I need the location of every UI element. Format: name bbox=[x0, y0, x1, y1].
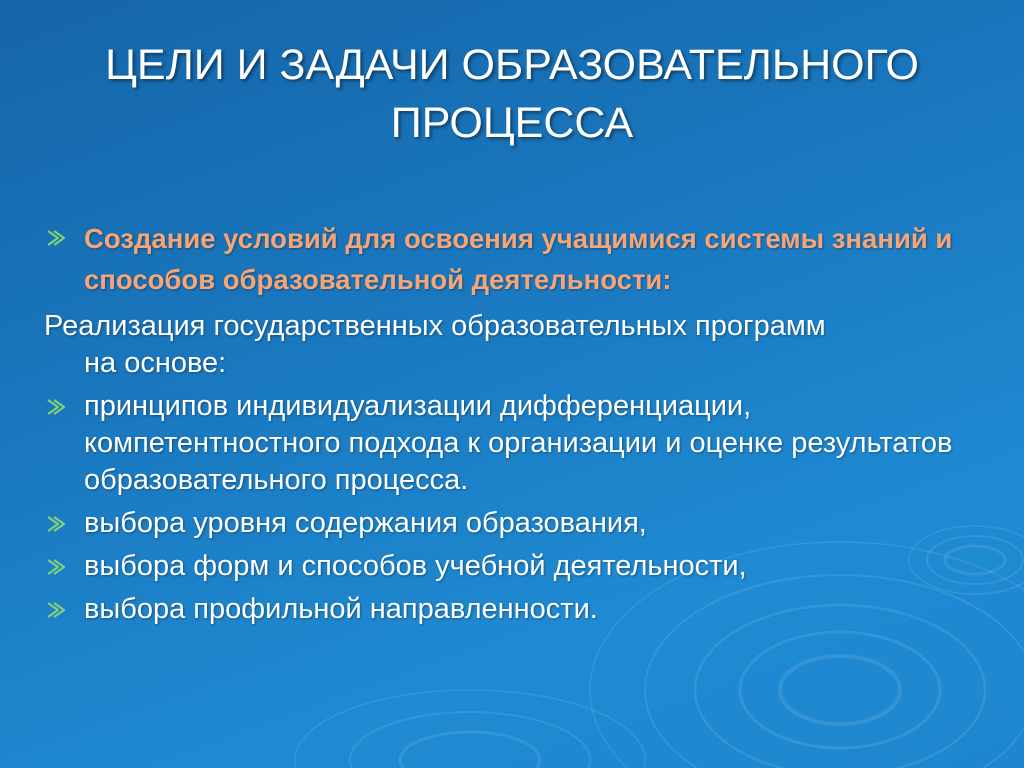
list-item bbox=[44, 505, 984, 542]
list-item-text: Создание условий для освоения учащимися системы знаний и способов образовательной деятельности: bbox=[84, 223, 953, 295]
list-item bbox=[44, 548, 984, 585]
list-item-text: Реализация государственных образовательных программ bbox=[44, 310, 826, 342]
list-item-text: выбора профильной направленности. bbox=[84, 593, 598, 625]
slide-body bbox=[44, 218, 984, 634]
list-item-plain bbox=[44, 308, 984, 382]
list-item bbox=[44, 388, 984, 499]
list-item bbox=[44, 591, 984, 628]
list-item-accent bbox=[44, 218, 984, 300]
arrow-bullet-icon bbox=[46, 398, 66, 416]
slide-title bbox=[0, 36, 1024, 152]
list-item-text-continuation: на основе: bbox=[84, 347, 227, 379]
arrow-bullet-icon bbox=[46, 601, 66, 619]
title-line-1: ЦЕЛИ И ЗАДАЧИ ОБРАЗОВАТЕЛЬНОГО bbox=[105, 41, 919, 89]
arrow-bullet-icon bbox=[46, 558, 66, 576]
list-item-text: принципов индивидуализации дифференциации, компетентностного подхода к организации и оценке результатов образовательного процесса. bbox=[84, 390, 953, 496]
list-item-text: выбора уровня содержания образования, bbox=[84, 507, 647, 539]
arrow-bullet-icon bbox=[46, 229, 66, 247]
arrow-bullet-icon bbox=[46, 515, 66, 533]
title-line-2: ПРОЦЕССА bbox=[390, 99, 634, 147]
list-item-text: выбора форм и способов учебной деятельности, bbox=[84, 550, 747, 582]
